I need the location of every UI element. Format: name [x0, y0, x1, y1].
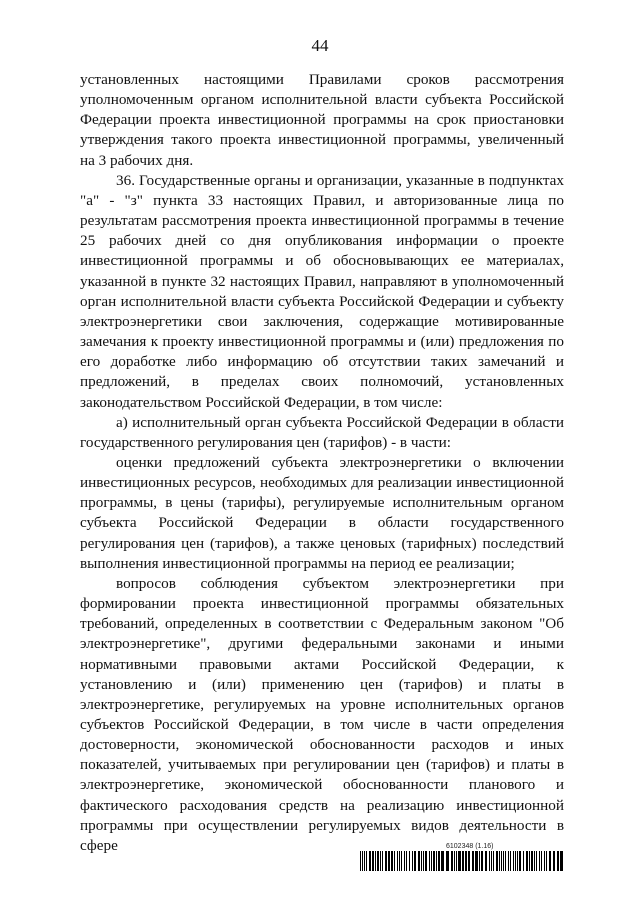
page-number: 44 [311, 36, 329, 55]
paragraph-compliance: вопросов соблюдения субъектом электроэнергетики при формировании проекта инвестиционной программы обязательных требований, определенных в соответствии с Федеральным законом "Об электроэнергетике", другими федеральными законами и иными нормативными правовыми актами Российской Федерации, к установлению и (или) применению цен (тарифов) и платы в электроэнергетике, регулируемых на уровне исполнительных органов субъектов Российской Федерации, в том числе в части определения достоверности, экономической обоснованности расходов и иных показателей, учитываемых при регулировании цен (тарифов) и платы в электроэнергетике, экономической обоснованности планового и фактического расходования средств на реализацию инвестиционной программы при осуществлении регулируемых видов деятельности в сфере [80, 574, 564, 854]
barcode-code: 6102348 (1.16) [446, 843, 494, 850]
paragraph-continuation: установленных настоящими Правилами сроков рассмотрения уполномоченным органом исполнительной власти субъекта Российской Федерации проекта инвестиционной программы на срок приостановки утверждения такого проекта инвестиционной программы, увеличенный на 3 рабочих дня. [80, 71, 564, 169]
paragraph-subclause-a: а) исполнительный орган субъекта Российской Федерации в области государственного регулирования цен (тарифов) - в части: [80, 413, 564, 451]
paragraph-clause-36: 36. Государственные органы и организации, указанные в подпунктах "а" - "з" пункта 33 настоящих Правил, и авторизованные лица по результатам рассмотрения проекта инвестиционной программы в течение 25 рабочих дней со дня опубликования информации о проекте инвестиционной программы и об обосновывающих ее материалах, указанной в пункте 32 настоящих Правил, направляют в уполномоченный орган исполнительной власти субъекта Российской Федерации и субъекту электроэнергетики свои заключения, содержащие мотивированные замечания к проекту инвестиционной программы и (или) предложения по его доработке либо информацию об отсутствии таких замечаний и предложений, в пределах своих полномочий, установленных законодательством Российской Федерации, в том числе: [80, 171, 564, 411]
body-text [80, 70, 564, 856]
barcode-image [360, 851, 566, 871]
paragraph-assessment: оценки предложений субъекта электроэнергетики о включении инвестиционных ресурсов, необходимых для реализации инвестиционной программы, в цены (тарифы), регулируемые исполнительным органом субъекта Российской Федерации в области государственного регулирования цен (тарифов), а также ценовых (тарифных) последствий выполнения инвестиционной программы на период ее реализации; [80, 453, 564, 572]
